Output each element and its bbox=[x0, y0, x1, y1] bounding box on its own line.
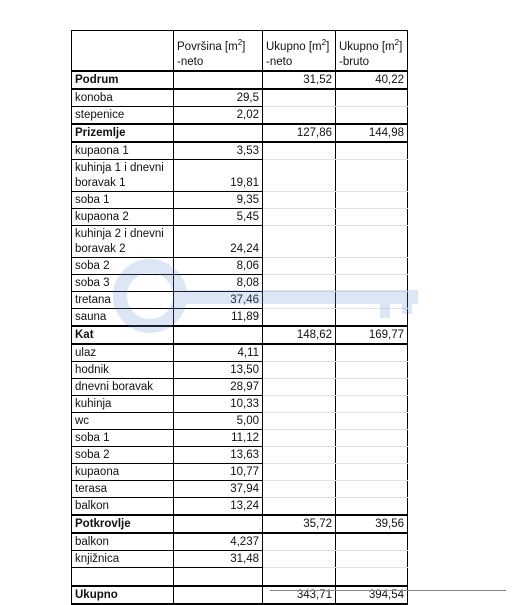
area-neto: 31,48 bbox=[174, 550, 263, 567]
room-row bbox=[72, 395, 408, 412]
total-neto: 148,62 bbox=[263, 326, 336, 344]
total-neto bbox=[263, 344, 336, 362]
room-name: kuhinja bbox=[72, 395, 174, 412]
room-name: hodnik bbox=[72, 361, 174, 378]
room-name: stepenice bbox=[72, 106, 174, 124]
total-bruto: 394,54 bbox=[336, 586, 408, 604]
total-neto bbox=[263, 208, 336, 225]
area-neto: 10,77 bbox=[174, 463, 263, 480]
area-neto: 28,97 bbox=[174, 378, 263, 395]
total-neto bbox=[263, 550, 336, 567]
area-neto: 9,35 bbox=[174, 191, 263, 208]
header-cell-label bbox=[72, 31, 174, 71]
area-neto: 11,89 bbox=[174, 308, 263, 326]
total-bruto: 169,77 bbox=[336, 326, 408, 344]
area-neto: 2,02 bbox=[174, 106, 263, 124]
total-bruto bbox=[336, 412, 408, 429]
total-bruto bbox=[336, 497, 408, 515]
area-neto: 37,94 bbox=[174, 480, 263, 497]
total-neto bbox=[263, 497, 336, 515]
total-bruto bbox=[336, 208, 408, 225]
total-neto bbox=[263, 308, 336, 326]
section-row bbox=[72, 124, 408, 142]
total-neto bbox=[263, 446, 336, 463]
room-row bbox=[72, 106, 408, 124]
room-name: sauna bbox=[72, 308, 174, 326]
room-name: konoba bbox=[72, 89, 174, 107]
total-neto: 127,86 bbox=[263, 124, 336, 142]
room-name: soba 1 bbox=[72, 191, 174, 208]
area-neto: 10,33 bbox=[174, 395, 263, 412]
total-bruto bbox=[336, 159, 408, 191]
total-bruto bbox=[336, 463, 408, 480]
area-neto: 8,08 bbox=[174, 274, 263, 291]
area-neto bbox=[174, 586, 263, 604]
total-bruto bbox=[336, 274, 408, 291]
section-row bbox=[72, 515, 408, 533]
total-bruto bbox=[336, 429, 408, 446]
total-bruto bbox=[336, 395, 408, 412]
total-neto: 35,72 bbox=[263, 515, 336, 533]
section-name: Ukupno bbox=[72, 586, 174, 604]
total-neto bbox=[263, 274, 336, 291]
room-name: kupaona 1 bbox=[72, 142, 174, 160]
total-bruto bbox=[336, 106, 408, 124]
total-bruto bbox=[336, 533, 408, 551]
area-neto bbox=[174, 515, 263, 533]
room-name: wc bbox=[72, 412, 174, 429]
area-neto: 5,45 bbox=[174, 208, 263, 225]
total-bruto bbox=[336, 191, 408, 208]
total-neto bbox=[263, 361, 336, 378]
room-row bbox=[72, 89, 408, 107]
room-row bbox=[72, 308, 408, 326]
total-neto bbox=[263, 463, 336, 480]
area-neto: 11,12 bbox=[174, 429, 263, 446]
room-name: soba 2 bbox=[72, 446, 174, 463]
total-bruto bbox=[336, 361, 408, 378]
room-row bbox=[72, 344, 408, 362]
total-bruto: 144,98 bbox=[336, 124, 408, 142]
room-name: soba 1 bbox=[72, 429, 174, 446]
total-neto bbox=[263, 142, 336, 160]
room-row bbox=[72, 497, 408, 515]
area-neto: 37,46 bbox=[174, 291, 263, 308]
empty-cell bbox=[336, 567, 408, 586]
header-row bbox=[72, 31, 408, 71]
area-neto: 13,50 bbox=[174, 361, 263, 378]
total-neto bbox=[263, 480, 336, 497]
table-body bbox=[72, 31, 408, 604]
section-name: Podrum bbox=[72, 71, 174, 89]
room-row bbox=[72, 191, 408, 208]
total-bruto: 40,22 bbox=[336, 71, 408, 89]
room-row bbox=[72, 480, 408, 497]
total-neto bbox=[263, 412, 336, 429]
total-neto bbox=[263, 429, 336, 446]
room-row bbox=[72, 291, 408, 308]
total-neto bbox=[263, 106, 336, 124]
total-neto bbox=[263, 225, 336, 257]
area-neto bbox=[174, 326, 263, 344]
room-name: knjižnica bbox=[72, 550, 174, 567]
total-bruto: 39,56 bbox=[336, 515, 408, 533]
total-bruto bbox=[336, 291, 408, 308]
room-name: dnevni boravak bbox=[72, 378, 174, 395]
total-neto bbox=[263, 159, 336, 191]
room-row bbox=[72, 142, 408, 160]
section-name: Kat bbox=[72, 326, 174, 344]
area-neto: 3,53 bbox=[174, 142, 263, 160]
total-bruto bbox=[336, 446, 408, 463]
total-bruto bbox=[336, 142, 408, 160]
total-neto bbox=[263, 291, 336, 308]
room-name: tretana bbox=[72, 291, 174, 308]
total-bruto bbox=[336, 378, 408, 395]
total-neto bbox=[263, 395, 336, 412]
room-row bbox=[72, 412, 408, 429]
area-neto: 13,24 bbox=[174, 497, 263, 515]
room-row bbox=[72, 463, 408, 480]
total-bruto bbox=[336, 308, 408, 326]
room-name: soba 3 bbox=[72, 274, 174, 291]
room-row bbox=[72, 550, 408, 567]
total-neto: 31,52 bbox=[263, 71, 336, 89]
room-row bbox=[72, 429, 408, 446]
room-row bbox=[72, 274, 408, 291]
total-bruto bbox=[336, 257, 408, 274]
area-neto: 13,63 bbox=[174, 446, 263, 463]
room-row bbox=[72, 446, 408, 463]
area-neto: 8,06 bbox=[174, 257, 263, 274]
total-bruto bbox=[336, 344, 408, 362]
area-neto bbox=[174, 124, 263, 142]
total-bruto bbox=[336, 225, 408, 257]
room-row bbox=[72, 361, 408, 378]
section-name: Prizemlje bbox=[72, 124, 174, 142]
room-row bbox=[72, 225, 408, 257]
spacer-row bbox=[72, 567, 408, 586]
room-name: kuhinja 1 i dnevni boravak 1 bbox=[72, 159, 174, 191]
total-bruto bbox=[336, 550, 408, 567]
room-name: kupaona bbox=[72, 463, 174, 480]
header-cell-area-neto: Površina $[m^2]$ -neto bbox=[174, 31, 263, 71]
area-neto: 4,11 bbox=[174, 344, 263, 362]
section-row bbox=[72, 326, 408, 344]
total-neto bbox=[263, 533, 336, 551]
area-table bbox=[71, 30, 408, 605]
room-row bbox=[72, 378, 408, 395]
room-name: balkon bbox=[72, 533, 174, 551]
room-row bbox=[72, 159, 408, 191]
section-name: Potkrovlje bbox=[72, 515, 174, 533]
total-row bbox=[72, 586, 408, 604]
total-neto bbox=[263, 89, 336, 107]
room-row bbox=[72, 533, 408, 551]
area-neto bbox=[174, 71, 263, 89]
total-bruto bbox=[336, 89, 408, 107]
header-cell-total-bruto: Ukupno $[m^2]$ -bruto bbox=[336, 31, 408, 71]
room-name: soba 2 bbox=[72, 257, 174, 274]
header-cell-total-neto: Ukupno $[m^2]$ -neto bbox=[263, 31, 336, 71]
room-name: balkon bbox=[72, 497, 174, 515]
total-neto bbox=[263, 378, 336, 395]
room-name: terasa bbox=[72, 480, 174, 497]
room-name: ulaz bbox=[72, 344, 174, 362]
empty-cell bbox=[72, 567, 174, 586]
area-neto: 19,81 bbox=[174, 159, 263, 191]
footer-rule bbox=[270, 590, 506, 591]
total-bruto bbox=[336, 480, 408, 497]
empty-cell bbox=[174, 567, 263, 586]
total-neto bbox=[263, 257, 336, 274]
area-neto: 4,237 bbox=[174, 533, 263, 551]
area-neto: 24,24 bbox=[174, 225, 263, 257]
area-neto: 5,00 bbox=[174, 412, 263, 429]
total-neto bbox=[263, 191, 336, 208]
empty-cell bbox=[263, 567, 336, 586]
area-neto: 29,5 bbox=[174, 89, 263, 107]
room-name: kupaona 2 bbox=[72, 208, 174, 225]
room-name: kuhinja 2 i dnevni boravak 2 bbox=[72, 225, 174, 257]
total-neto: 343,71 bbox=[263, 586, 336, 604]
section-row bbox=[72, 71, 408, 89]
room-row bbox=[72, 257, 408, 274]
room-row bbox=[72, 208, 408, 225]
